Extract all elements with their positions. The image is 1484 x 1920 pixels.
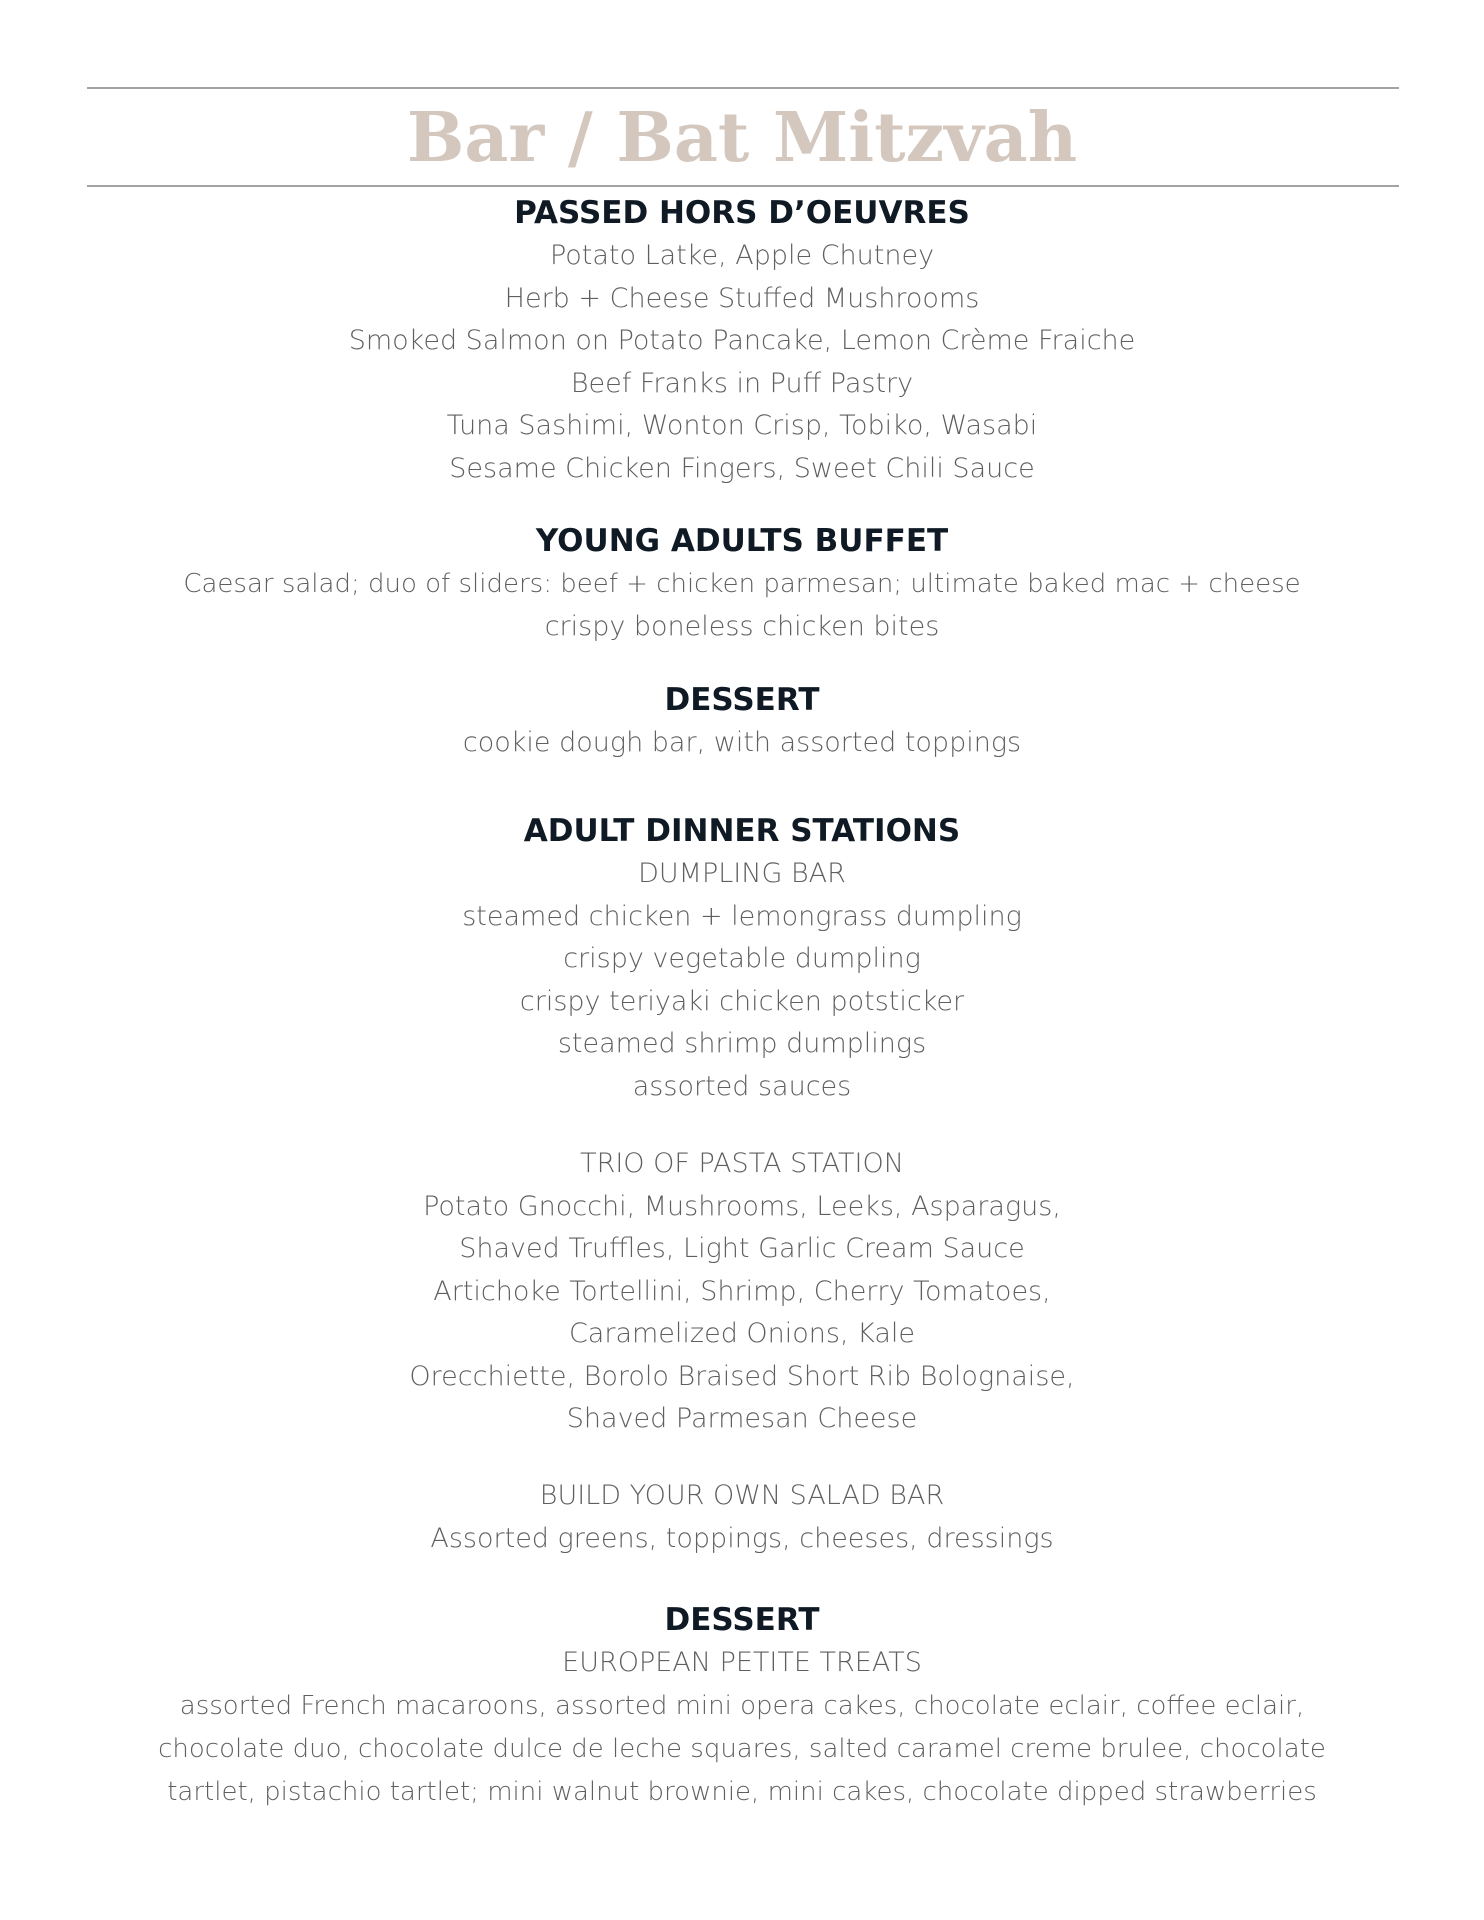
menu-item: steamed chicken + lemongrass dumpling: [462, 900, 1022, 932]
menu-item: crispy boneless chicken bites: [544, 610, 940, 642]
section-pasta-station: [0, 1143, 1484, 1441]
menu-item: steamed shrimp dumplings: [557, 1028, 927, 1059]
menu-item: Beef Franks in Puff Pastry: [570, 367, 914, 399]
menu-item: Smoked Salmon on Potato Pancake, Lemon Crème Fraiche: [348, 325, 1136, 356]
bottom-divider: [87, 185, 1399, 187]
menu-item: Herb + Cheese Stuffed Mushrooms: [504, 282, 980, 314]
menu-item: assorted sauces: [632, 1070, 852, 1102]
menu-item: cookie dough bar, with assorted toppings: [462, 727, 1022, 758]
section-adult-dinner-stations: [0, 809, 1484, 1108]
menu-item: crispy teriyaki chicken potsticker: [519, 985, 965, 1017]
section-heading: DESSERT: [664, 1602, 820, 1638]
section-dessert-young: [0, 678, 1484, 765]
top-divider: [87, 87, 1399, 89]
station-subheading: TRIO OF PASTA STATION: [580, 1148, 904, 1179]
menu-item: Shaved Parmesan Cheese: [566, 1403, 918, 1434]
station-subheading: BUILD YOUR OWN SALAD BAR: [539, 1480, 945, 1511]
menu-item: Caesar salad; duo of sliders: beef + chicken parmesan; ultimate baked mac + cheese: [183, 569, 1301, 599]
menu-item: tartlet, pistachio tartlet; mini walnut brownie, mini cakes, chocolate dipped strawberries: [167, 1776, 1317, 1807]
section-young-adults-buffet: [0, 519, 1484, 648]
menu-item: Shaved Truffles, Light Garlic Cream Sauce: [459, 1233, 1025, 1264]
section-dessert-adult: [0, 1598, 1484, 1814]
section-salad-bar: [0, 1475, 1484, 1560]
menu-item: Caramelized Onions, Kale: [568, 1318, 916, 1349]
menu-item: crispy vegetable dumpling: [563, 943, 921, 974]
station-subheading: EUROPEAN PETITE TREATS: [562, 1647, 922, 1678]
menu-item: Artichoke Tortellini, Shrimp, Cherry Tomatoes,: [433, 1275, 1051, 1307]
section-heading: YOUNG ADULTS BUFFET: [535, 523, 949, 559]
page-title: Bar / Bat Mitzvah: [406, 98, 1078, 178]
section-heading: DESSERT: [664, 682, 820, 718]
menu-item: Potato Gnocchi, Mushrooms, Leeks, Asparagus,: [423, 1190, 1061, 1222]
menu-item: Tuna Sashimi, Wonton Crisp, Tobiko, Wasabi: [446, 410, 1038, 441]
menu-item: Assorted greens, toppings, cheeses, dressings: [430, 1522, 1054, 1554]
section-heading: PASSED HORS D’OEUVRES: [514, 195, 970, 231]
menu-item: Orecchiette, Borolo Braised Short Rib Bolognaise,: [409, 1360, 1075, 1392]
menu-item: Potato Latke, Apple Chutney: [549, 240, 935, 271]
section-heading: ADULT DINNER STATIONS: [523, 813, 961, 849]
menu-item: assorted French macaroons, assorted mini opera cakes, chocolate eclair, coffee eclair,: [179, 1690, 1305, 1721]
menu-item: chocolate duo, chocolate dulce de leche squares, salted caramel creme brulee, chocolate: [158, 1733, 1326, 1764]
section-passed-hors-doeuvres: [0, 191, 1484, 490]
menu-item: Sesame Chicken Fingers, Sweet Chili Sauce: [449, 452, 1035, 484]
station-subheading: DUMPLING BAR: [638, 858, 846, 889]
